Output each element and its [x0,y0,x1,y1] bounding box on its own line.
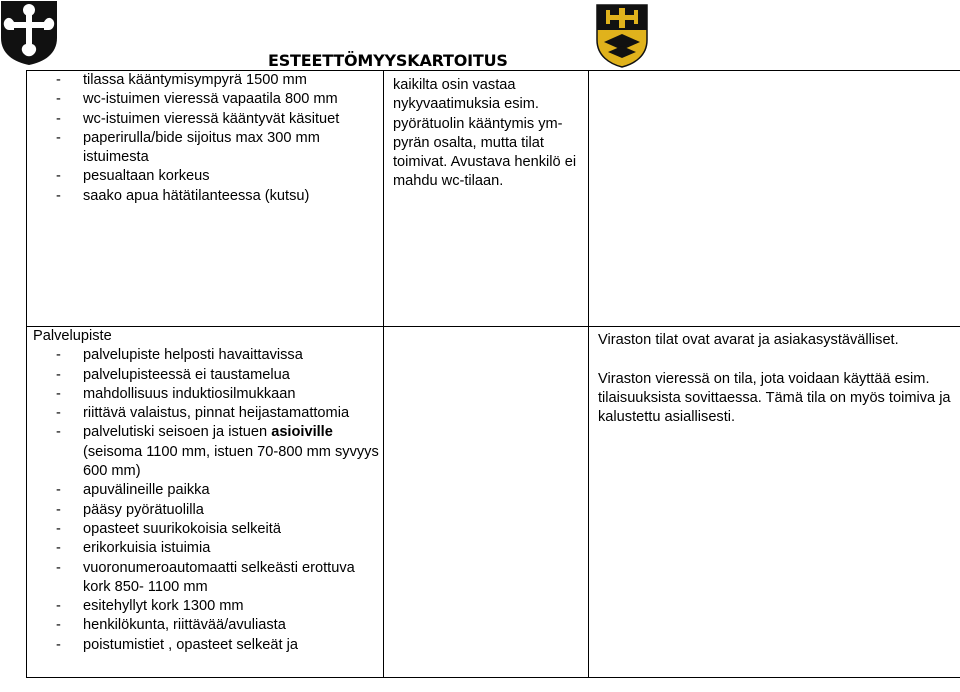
requirements-cell [27,327,384,678]
wc-requirements-list [27,71,383,206]
list-item: - pesualtaan korkeus [27,167,383,186]
list-item: - paperirulla/bide sijoitus max 300 mm istuimesta [27,129,383,168]
table-row-wc [27,71,960,327]
list-item: - pääsy pyörätuolilla [27,501,383,520]
remarks-paragraph: Viraston tilat ovat avarat ja asiakasystävälliset. [598,332,899,348]
assessment-note [384,327,588,332]
requirements-cell [27,71,384,327]
table-row-service-point [27,327,960,678]
list-item: - esitehyllyt kork 1300 mm [27,597,383,616]
remarks-note [589,327,960,427]
list-item: - palvelupisteessä ei taustamelua [27,366,383,385]
list-item: - mahdollisuus induktiosilmukkaan [27,385,383,404]
list-item: - saako apua hätätilanteessa (kutsu) [27,187,383,206]
list-item: - wc-istuimen vieressä kääntyvät käsituet [27,110,383,129]
section-heading: Palvelupiste [33,328,112,344]
assessment-note [384,71,588,192]
remarks-cell [589,71,960,327]
list-item: - erikorkuisia istuimia [27,539,383,558]
document-title: ESTEETTÖMYYSKARTOITUS [268,51,508,70]
service-point-requirements-list [27,346,383,655]
municipal-coat-of-arms-shield-icon [596,4,648,68]
remarks-paragraph: Viraston vieressä on tila, jota voidaan käyttää esim. tilaisuuksista sovittaessa. Tämä tila on myös toimiva ja kalustettu asiallisesti. [598,370,951,426]
list-item: - henkilökunta, riittävää/avuliasta [27,616,383,635]
list-item: - palvelupiste helposti havaittavissa [27,346,383,365]
assessment-cell [384,71,589,327]
list-item: - opasteet suurikokoisia selkeitä [27,520,383,539]
counter-text-suffix: (seisoma 1100 mm, istuen 70-800 mm syvyys 600 mm) [83,443,379,480]
list-item: - tilassa kääntymisympyrä 1500 mm [27,71,383,90]
list-item: - riittävä valaistus, pinnat heijastamattomia [27,404,383,423]
accessibility-survey-table [26,70,960,678]
municipal-coat-of-arms-cross-icon [0,0,58,66]
list-item: - vuoronumeroautomaatti selkeästi erottuva kork 850- 1100 mm [27,559,383,598]
remarks-note [589,71,960,75]
assessment-cell [384,327,589,678]
assessment-note-text: kaikilta osin vastaa nykyvaatimuksia esim. pyörätuolin kääntymis ym-pyrän osalta, mutta tilat toimivat. Avustava henkilö ei mahdu wc-tilaan. [393,77,577,190]
counter-text-prefix: palvelutiski seisoen ja istuen [83,424,272,441]
list-item: - wc-istuimen vieressä vapaatila 800 mm [27,90,383,109]
counter-text-emphasis: asioiville [271,424,333,441]
list-item: - poistumistiet , opasteet selkeät ja [27,636,383,655]
list-item-counter [27,423,383,481]
list-item: - apuvälineille paikka [27,481,383,500]
remarks-cell [589,327,960,678]
